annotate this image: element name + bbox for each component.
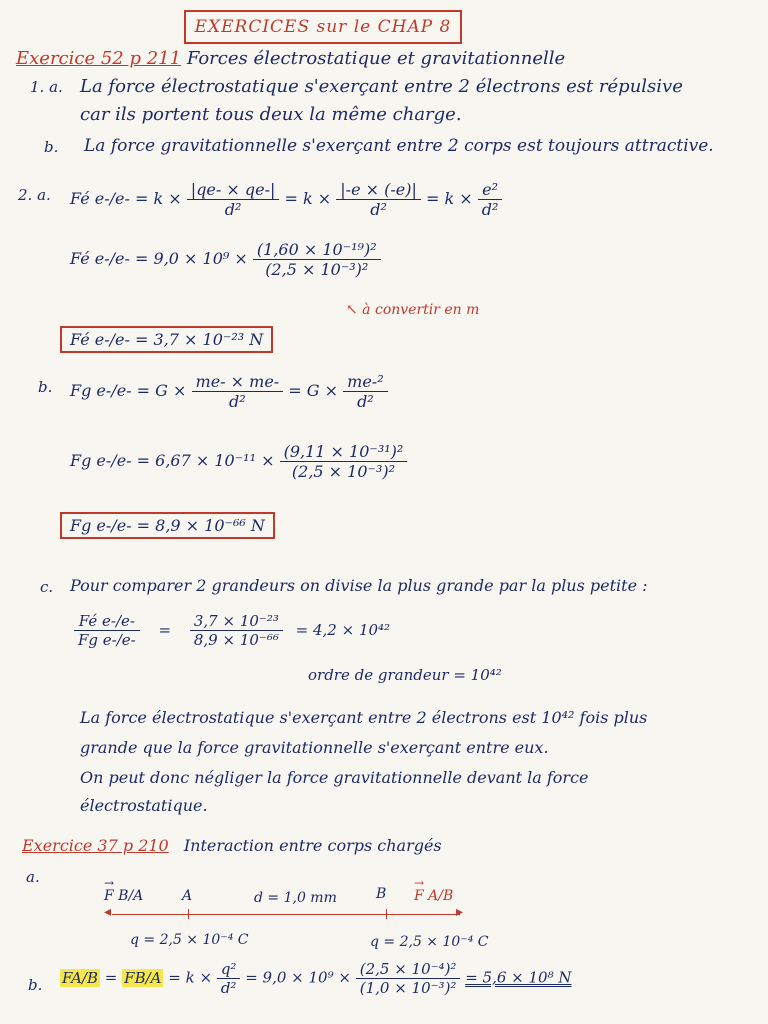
tick-a (188, 909, 189, 919)
eq1-num-3: e² (478, 180, 503, 200)
exercise-37-header (22, 836, 442, 855)
eq1-num-1: |qe- × qe-| (187, 180, 280, 200)
ratio-value-fraction (190, 612, 283, 649)
eq1-fraction-3 (478, 180, 503, 219)
eq4-den: (2,5 × 10⁻³)² (291, 462, 396, 481)
q1a-line2: car ils portent tous deux la même charge. (80, 104, 462, 125)
eq2-fraction (253, 240, 381, 279)
ratio-num: Fé e-/e- (74, 612, 140, 631)
exercise-37-subtitle: Interaction entre corps chargés (183, 836, 442, 855)
eq5-num-2: (2,5 × 10⁻⁴)² (356, 960, 461, 979)
q37b-label: b. (28, 976, 43, 994)
eq4-part-a: = 6,67 × 10⁻¹¹ × (136, 451, 275, 470)
q1b-label: b. (44, 138, 59, 156)
exercise-52-heading: Exercice 52 p 211 (16, 48, 182, 69)
eq1 (70, 180, 502, 219)
fg-result-box: Fg e-/e- = 8,9 × 10⁻⁶⁶ N (60, 512, 275, 539)
conclusion-line-2: grande que la force gravitationnelle s'exerçant entre eux. (80, 738, 549, 757)
q2c-label: c. (40, 578, 54, 596)
force-b-on-a-label (104, 878, 143, 904)
eq3-den-2: d² (357, 392, 374, 411)
force-a-on-b-label (414, 878, 453, 904)
q1a-line1: La force électrostatique s'exerçant entre 2 électrons est répulsive (80, 76, 683, 97)
eq5 (60, 960, 572, 997)
exercise-52-header (16, 48, 565, 69)
exercise-37-heading: Exercice 37 p 210 (22, 836, 169, 855)
eq1-part-a: = k × (135, 189, 182, 208)
eq1-den-2: d² (370, 200, 387, 219)
ratio-equals: = (158, 620, 172, 639)
ratio-result: = 4,2 × 10⁴² (295, 620, 391, 639)
eq2-num: (1,60 × 10⁻¹⁹)² (253, 240, 381, 260)
fg-symbol-2: Fg e-/e- (70, 451, 132, 470)
fba-highlight: FB/A (124, 968, 162, 987)
vector-arrow-icon-2: → (414, 876, 425, 890)
eq1-part-b: = k × (284, 189, 332, 208)
q37a-label: a. (26, 868, 40, 886)
eq4-fraction (280, 442, 408, 481)
eq5-result: = 5,6 × 10⁸ N (465, 968, 572, 987)
force-b-on-a-text: F B/A (104, 888, 144, 904)
ratio (74, 612, 390, 649)
eq4 (70, 442, 407, 481)
eq2-part-a: = 9,0 × 10⁹ × (135, 249, 248, 268)
conclusion-line-1: La force électrostatique s'exerçant entre 2 électrons est 10⁴² fois plus (80, 708, 648, 727)
order-of-magnitude: ordre de grandeur = 10⁴² (308, 666, 502, 684)
eq5-part-a: = k × (168, 968, 213, 987)
eq2-den: (2,5 × 10⁻³)² (265, 260, 369, 279)
fab-highlight: FA/B (62, 968, 99, 987)
point-a-label: A (182, 888, 193, 904)
eq1-part-c: = k × (425, 189, 473, 208)
eq1-den-3: d² (481, 200, 499, 219)
eq5-sign: = (104, 968, 118, 987)
fe-result-box: Fé e-/e- = 3,7 × 10⁻²³ N (60, 326, 273, 353)
q2a-label: 2. a. (18, 186, 51, 204)
eq1-fraction-1 (187, 180, 280, 219)
eq5-num-1: q² (217, 960, 241, 979)
fe-symbol: Fé e-/e- (70, 189, 130, 208)
arrow-left-icon: ◂ (104, 904, 112, 920)
eq1-num-2: |-e × (-e)| (336, 180, 421, 200)
charge-a-label: q = 2,5 × 10⁻⁴ C (130, 932, 249, 948)
ratio-symbol-fraction (74, 612, 140, 649)
eq1-fraction-2 (336, 180, 421, 219)
q1a-label: 1. a. (30, 78, 63, 96)
q2b-label: b. (38, 378, 53, 396)
eq3-den-1: d² (229, 392, 246, 411)
eq3 (70, 372, 388, 411)
ratio-den: Fg e-/e- (78, 631, 136, 649)
q1b-text: La force gravitationnelle s'exerçant entre 2 corps est toujours attractive. (84, 136, 714, 156)
conclusion-line-3: On peut donc négliger la force gravitationnelle devant la force (80, 768, 589, 787)
eq4-num: (9,11 × 10⁻³¹)² (280, 442, 408, 462)
conclusion-line-4: électrostatique. (80, 796, 208, 815)
vector-arrow-icon: → (104, 876, 115, 890)
eq3-num-2: me-² (343, 372, 387, 392)
page-title: EXERCICES sur le CHAP 8 (184, 10, 462, 44)
eq3-fraction-2 (343, 372, 387, 411)
ratio-den-value: 8,9 × 10⁻⁶⁶ (193, 631, 279, 649)
eq1-den-1: d² (224, 200, 242, 219)
eq5-part-b: = 9,0 × 10⁹ × (245, 968, 351, 987)
eq3-part-a: = G × (136, 381, 187, 400)
convert-note: ↖ à convertir en m (346, 302, 480, 318)
fe-symbol-2: Fé e-/e- (70, 249, 130, 268)
eq3-num-1: me- × me- (192, 372, 284, 392)
eq5-den-2: (1,0 × 10⁻³)² (359, 979, 457, 997)
eq5-fraction-1 (217, 960, 241, 997)
ratio-num-value: 3,7 × 10⁻²³ (190, 612, 283, 631)
fg-symbol: Fg e-/e- (70, 381, 132, 400)
diagram-axis-line (112, 914, 460, 915)
arrow-right-icon: ▸ (456, 904, 464, 920)
point-b-label: B (376, 886, 387, 902)
distance-label: d = 1,0 mm (254, 890, 337, 906)
tick-b (386, 909, 387, 919)
exercise-52-subtitle: Forces électrostatique et gravitationnelle (186, 48, 566, 69)
eq3-part-b: = G × (288, 381, 339, 400)
eq2 (70, 240, 381, 279)
force-a-on-b-text: F A/B (414, 888, 454, 904)
eq5-den-1: d² (220, 979, 237, 997)
eq5-fraction-2 (356, 960, 461, 997)
eq3-fraction-1 (192, 372, 284, 411)
q2c-text: Pour comparer 2 grandeurs on divise la plus grande par la plus petite : (70, 576, 648, 595)
charge-b-label: q = 2,5 × 10⁻⁴ C (370, 934, 489, 950)
